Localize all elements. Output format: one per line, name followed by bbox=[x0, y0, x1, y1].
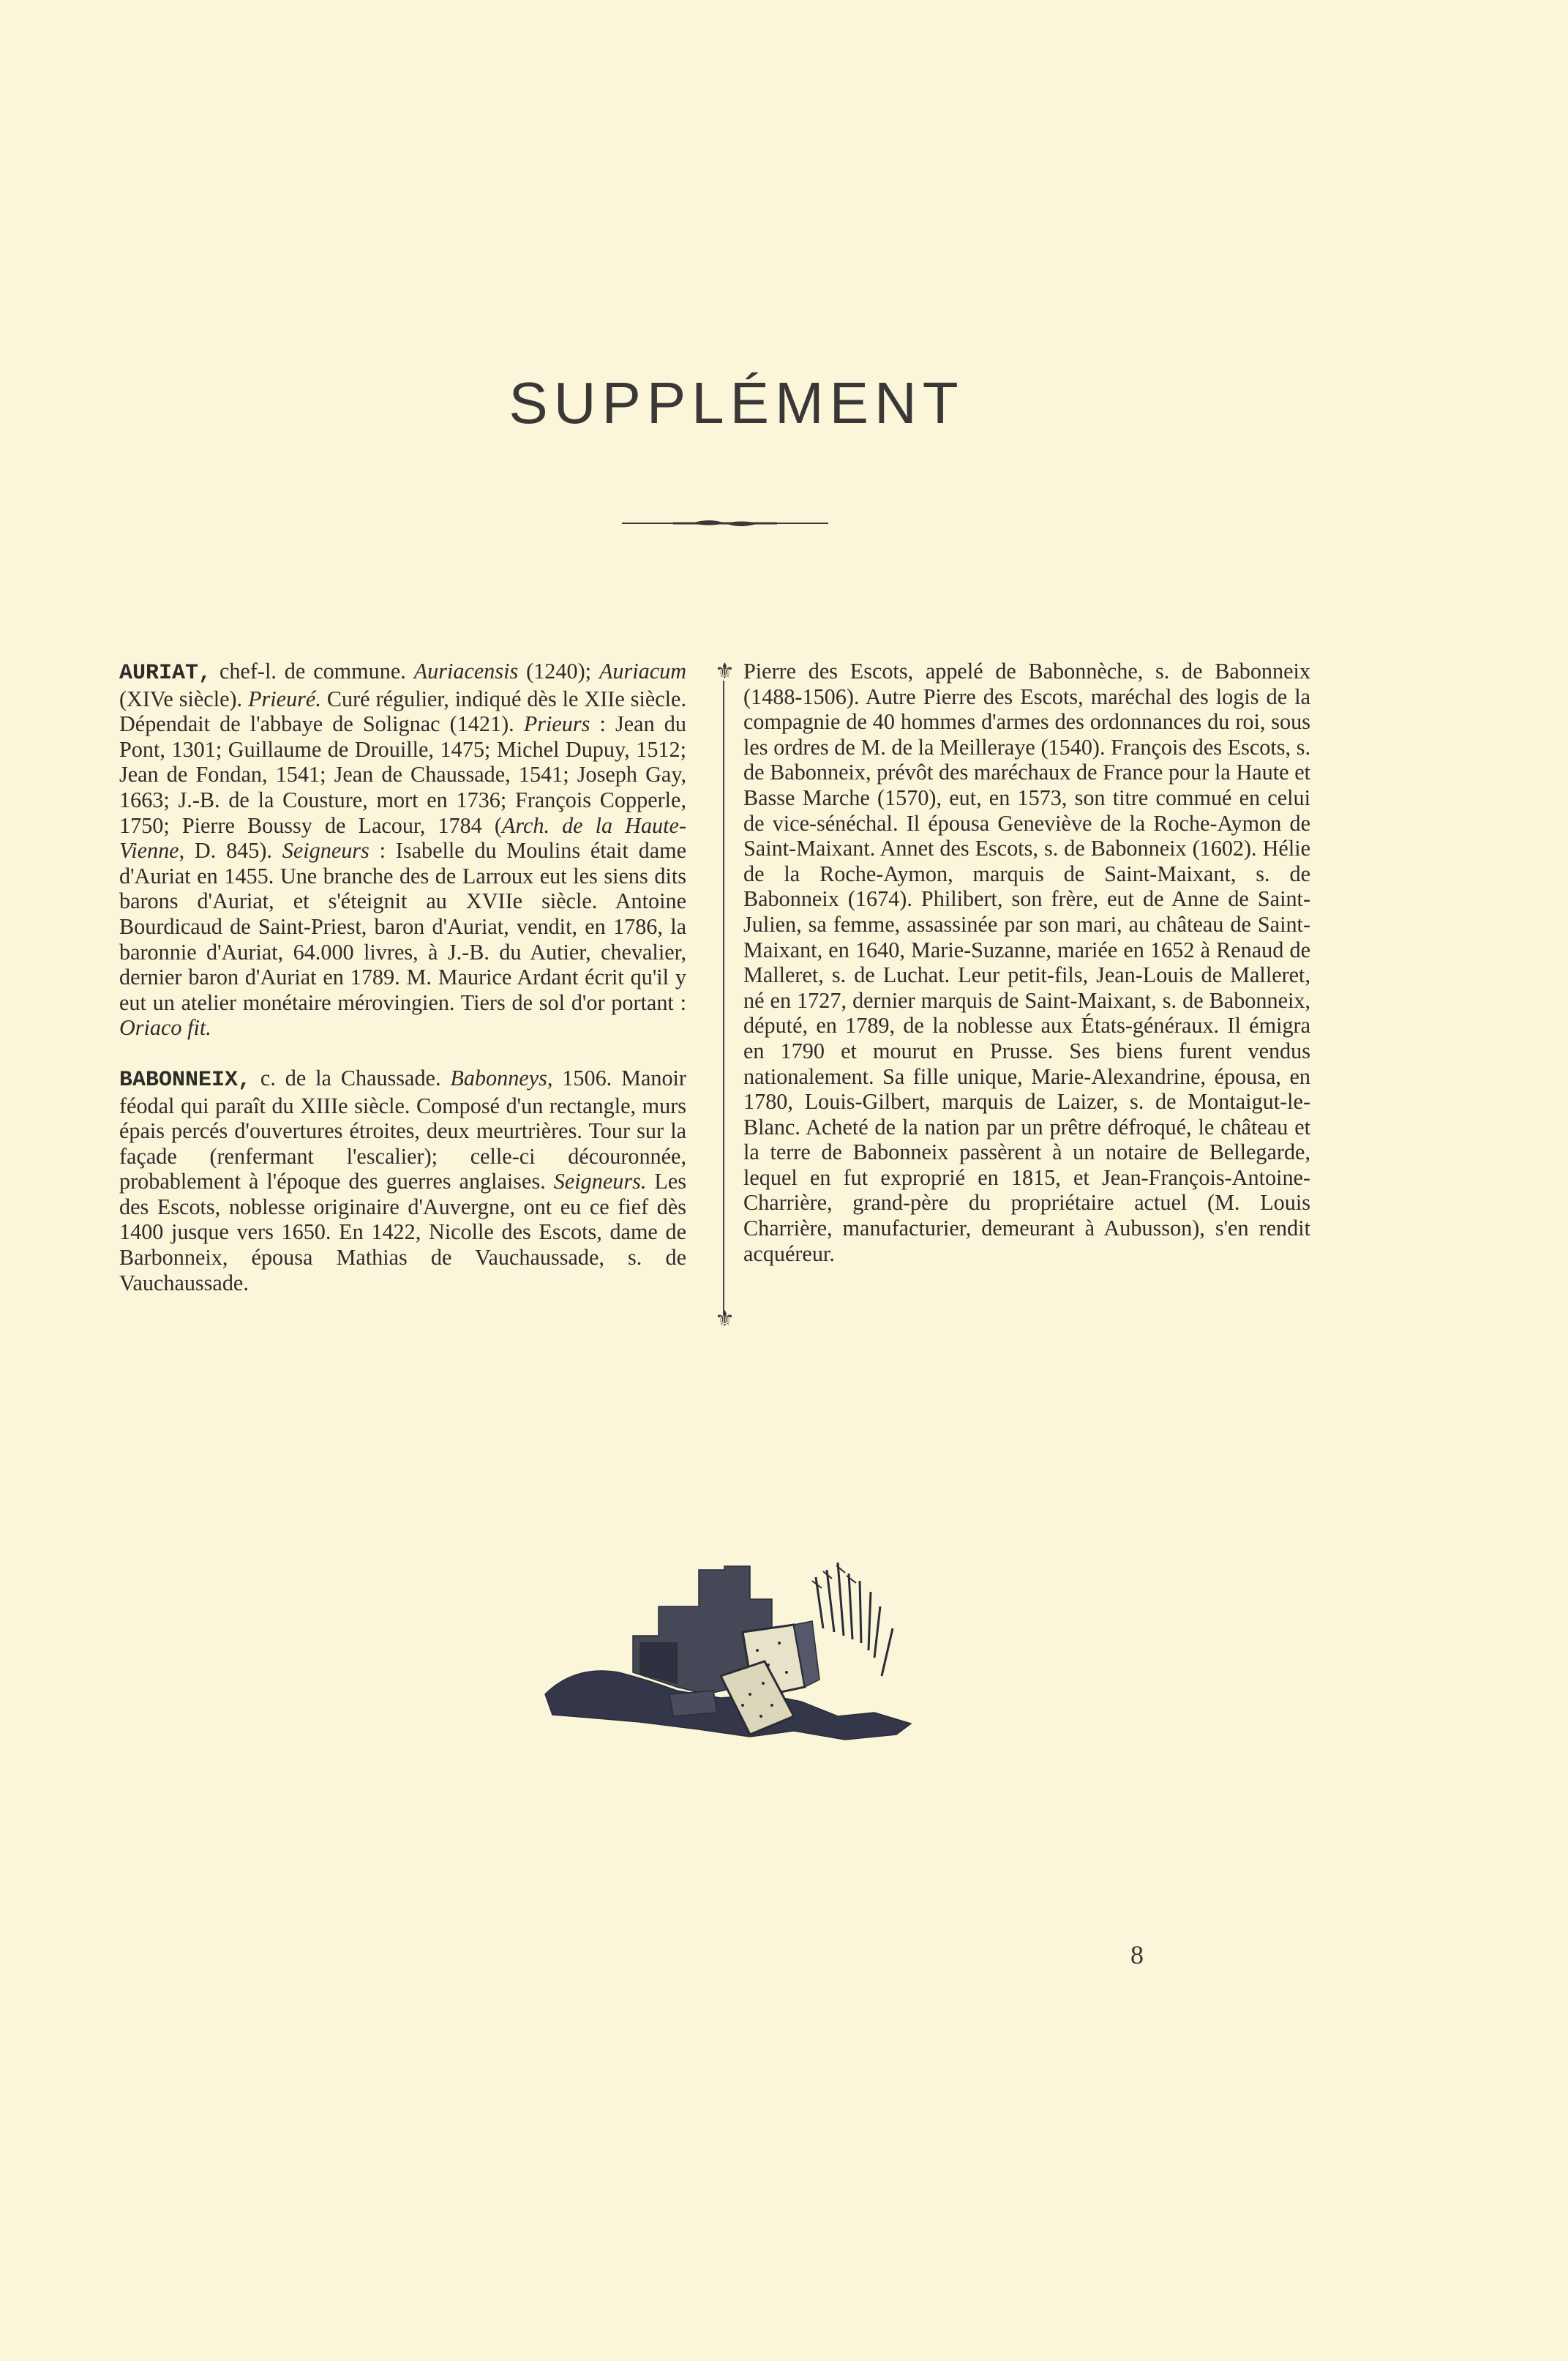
fleur-de-lis-icon: ⚜ bbox=[715, 1307, 735, 1331]
text-segment: (1240); bbox=[518, 659, 599, 684]
italic-segment: Prieuré. bbox=[248, 686, 321, 711]
entry-babonneix-continued: Pierre des Escots, appelé de Babonnèche, s. de Babonneix (1488-1506). Autre Pierre des Escots, maréchal des logis de la compagnie de 40 hommes d'armes des ordonnances du roi, sous les ordres de M. de la Meilleraye (1540). François des Escots, s. de Babonneix, prévôt des maréchaux de France pour la Haute et Basse Marche (1570), eut, en 1573, son titre commué en celui de vice-sénéchal. Il épousa Geneviève de la Roche-Aymon de Saint-Maixant. Annet des Escots, s. de Babonneix (1602). Hélie de la Roche-Aymon, marquis de Saint-Maixant, s. de Babonneix (1674). Philibert, son frère, eut de Anne de Saint-Julien, sa femme, assassinée par son mari, au château de Saint-Maixant, en 1640, Marie-Suzanne, mariée en 1652 à Renaud de Malleret, s. de Luchat. Leur petit-fils, Jean-Louis de Malleret, né en 1727, dernier marquis de Saint-Maixant, s. de Babonneix, député, en 1789, de la noblesse aux États-généraux. Il émigra en 1790 et mourut en Prusse. Ses biens furent vendus nationalement. Sa fille unique, Marie-Alexandrine, épousa, en 1780, Louis-Gilbert, marquis de Laizer, s. de Montaigut-le-Blanc. Acheté de la nation par un prêtre défroqué, le château et la terre de Babonneix passèrent à un notaire de Bellegarde, lequel en fut exproprié en 1815, et Jean-François-Antoine-Charrière, grand-père du propriétaire actuel (M. Louis Charrière, manufacturier, demeurant à Aubusson), s'en rendit acquéreur. bbox=[743, 659, 1310, 1266]
italic-segment: Auriacensis bbox=[413, 659, 519, 684]
right-column bbox=[743, 659, 1310, 1266]
entry-babonneix bbox=[119, 1066, 686, 1295]
text-segment: (XIVe siècle). bbox=[119, 686, 249, 711]
title-ornament-rule bbox=[622, 516, 828, 531]
fleur-de-lis-icon: ⚜ bbox=[715, 659, 735, 684]
text-segment: chef-l. de commune. bbox=[211, 659, 414, 684]
entry-auriat bbox=[119, 659, 686, 1041]
text-segment: Curé régulier, indiqué dès le XIIe siècle. Dépendait de l'abbaye de Solignac (1421). bbox=[119, 686, 686, 737]
text-segment: 1506. Manoir féodal qui paraît du XIIIe siècle. Composé d'un rectangle, murs épais percés d'ouvertures étroites, deux meurtrières. Tour sur la façade (renfermant l'escalier); celle-ci découronnée, probablement à l'époque des guerres anglaises. bbox=[119, 1065, 686, 1194]
text-segment: c. de la Chaussade. bbox=[251, 1065, 451, 1090]
text-segment: : Isabelle du Moulins était dame d'Auriat en 1455. Une branche des de Larroux eut les siens dits barons d'Auriat, et s'éteignit au XVIIe siècle. Antoine Bourdicaud de Saint-Priest, baron d'Auriat, vendit, en 1786, la baronnie d'Auriat, 64.000 livres, à J.-B. du Autier, chevalier, dernier baron d'Auriat en 1789. M. Maurice Ardant écrit qu'il y eut un atelier monétaire mérovingien. Tiers de sol d'or portant : bbox=[119, 838, 686, 1015]
page-title: SUPPLÉMENT bbox=[509, 370, 964, 435]
entry-head-babonneix: BABONNEIX, bbox=[119, 1067, 252, 1093]
italic-segment: Prieurs bbox=[523, 711, 590, 737]
column-divider bbox=[723, 681, 724, 1314]
italic-segment: Seigneurs. bbox=[553, 1169, 647, 1194]
italic-segment: Seigneurs bbox=[282, 838, 370, 864]
italic-segment: Babonneys, bbox=[450, 1065, 553, 1090]
entry-head-auriat: AURIAT, bbox=[119, 661, 212, 686]
italic-segment: Arch. de la Haute-Vienne, bbox=[119, 812, 686, 864]
text-segment: D. 845). bbox=[184, 838, 282, 864]
left-column bbox=[119, 659, 686, 1295]
italic-segment: Auriacum bbox=[599, 659, 686, 684]
page-number: 8 bbox=[1130, 1940, 1144, 1969]
italic-segment: Oriaco fit. bbox=[119, 1015, 211, 1041]
text-segment: : Jean du Pont, 1301; Guillaume de Drouille, 1475; Michel Dupuy, 1512; Jean de Fondan, 1541; Jean de Chaussade, 1541; Joseph Gay, 1663; J.-B. de la Cousture, mort en 1736; François Copperle, 1750; Pierre Boussy de Lacour, 1784 ( bbox=[119, 711, 686, 838]
text-segment: Les des Escots, noblesse originaire d'Auvergne, ont eu ce fief dès 1400 jusque vers 1650. En 1422, Nicolle des Escots, dame de Barbonneix, épousa Mathias de Vauchaussade, s. de Vauchaussade. bbox=[119, 1169, 686, 1295]
ruins-vignette-illustration bbox=[530, 1548, 922, 1749]
